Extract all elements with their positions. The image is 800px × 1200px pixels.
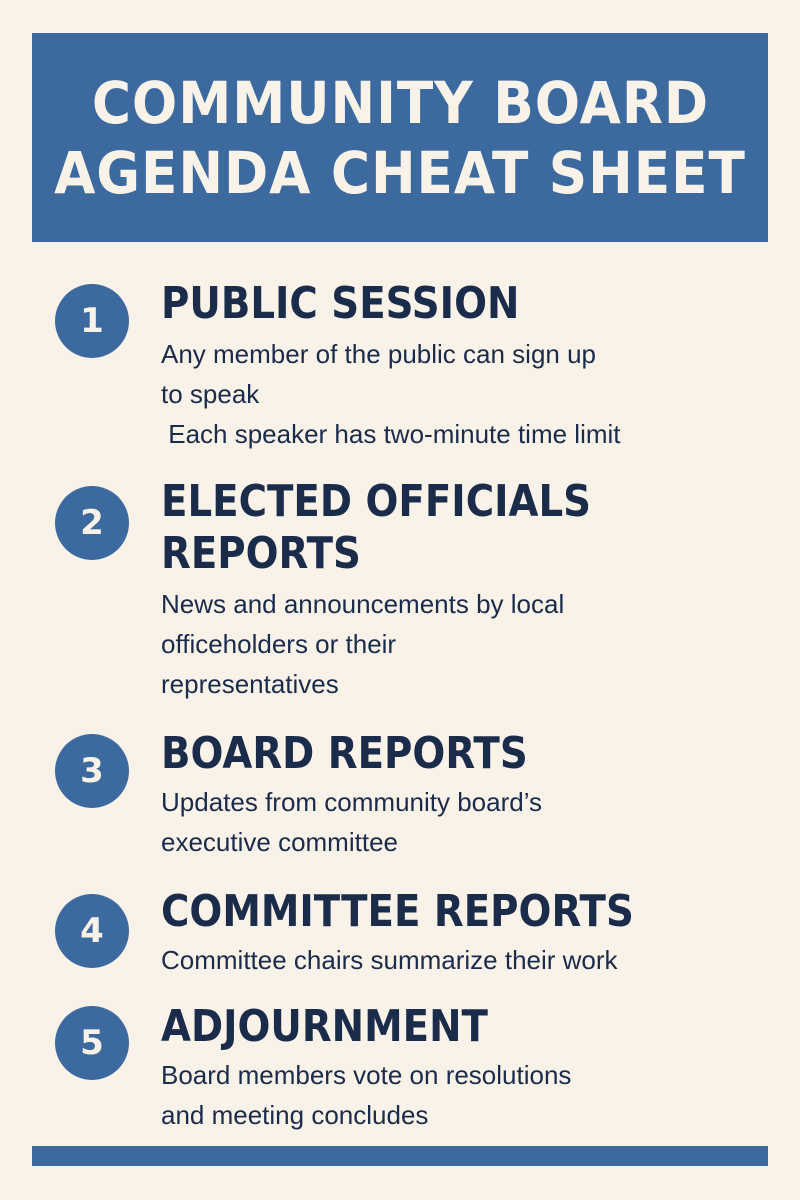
description-line: News and announcements by local [161, 589, 565, 619]
agenda-item-title: ADJOURNMENT [161, 1001, 488, 1052]
agenda-item-description [161, 1055, 721, 1135]
step-number-badge: 3 [55, 734, 129, 808]
step-number-badge: 2 [55, 486, 129, 560]
description-line: Committee chairs summarize their work [161, 945, 618, 975]
description-line: Each speaker has two-minute time limit [161, 419, 621, 449]
agenda-item-content [161, 278, 721, 454]
agenda-item-content [161, 476, 721, 704]
description-line: Any member of the public can sign up [161, 339, 597, 369]
description-line: Updates from community board’s [161, 787, 543, 817]
agenda-item-title: BOARD REPORTS [161, 728, 528, 779]
page-title-line-2: AGENDA CHEAT SHEET [54, 138, 746, 207]
header-banner [32, 33, 768, 242]
agenda-item-description [161, 782, 721, 862]
agenda-item-board-reports [55, 728, 755, 868]
agenda-item-description [161, 940, 721, 980]
agenda-item-content [161, 1001, 721, 1135]
agenda-item-adjournment [55, 1001, 755, 1141]
description-line: Board members vote on resolutions [161, 1060, 572, 1090]
page-title-line-1: COMMUNITY BOARD [91, 68, 709, 137]
agenda-item-elected-officials-reports [55, 476, 755, 706]
footer-divider-bar [32, 1146, 768, 1166]
agenda-item-public-session [55, 278, 755, 448]
step-number-badge: 4 [55, 894, 129, 968]
agenda-item-title: COMMITTEE REPORTS [161, 886, 634, 937]
agenda-item-title-line-1: ELECTED OFFICIALS [161, 476, 592, 527]
agenda-item-content [161, 728, 721, 862]
agenda-item-content [161, 886, 721, 980]
agenda-item-title-line-2: REPORTS [161, 528, 361, 579]
description-line: representatives [161, 669, 339, 699]
description-line: executive committee [161, 827, 398, 857]
description-line: to speak [161, 379, 260, 409]
description-line: officeholders or their [161, 629, 397, 659]
description-line: and meeting concludes [161, 1100, 429, 1130]
step-number-badge: 1 [55, 284, 129, 358]
agenda-item-committee-reports [55, 886, 755, 986]
agenda-item-title: PUBLIC SESSION [161, 278, 520, 329]
agenda-item-description [161, 584, 721, 704]
step-number-badge: 5 [55, 1006, 129, 1080]
agenda-item-description [161, 334, 721, 454]
